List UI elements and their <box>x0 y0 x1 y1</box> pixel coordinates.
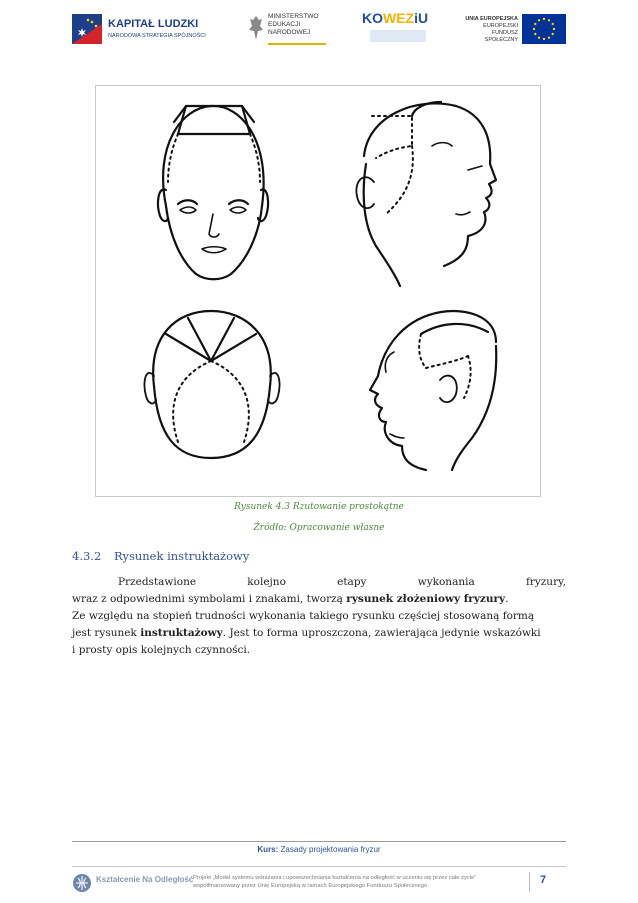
header-logos <box>72 10 566 50</box>
koweziu-logo <box>362 10 432 50</box>
head-drawings <box>96 86 542 498</box>
paragraph-line-5: i prosty opis kolejnych czynności. <box>72 644 251 656</box>
profile-left-dotted-lines <box>419 334 470 398</box>
page-number-divider <box>529 872 530 892</box>
koweziu-subtitle-band <box>370 30 426 42</box>
kapital-ludzki-flag-icon <box>72 14 102 44</box>
page-number: 7 <box>540 874 547 886</box>
kno-globe-icon <box>72 873 92 893</box>
eu-flag-icon <box>522 14 566 44</box>
head-projections-figure <box>95 85 541 497</box>
front-view-dotted-lines <box>168 134 260 182</box>
section-title: Rysunek instruktażowy <box>114 549 250 563</box>
top-view-dotted-lines <box>173 361 249 442</box>
eagle-emblem-icon <box>248 14 264 42</box>
profile-right-dotted-lines <box>372 116 413 214</box>
footer-divider <box>72 841 566 842</box>
ministry-logo <box>248 10 332 50</box>
eu-logo <box>458 10 566 50</box>
section-number: 4.3.2 <box>72 549 102 563</box>
koweziu-wordmark: KOWEZiU <box>362 10 429 26</box>
profile-left-head <box>370 311 496 470</box>
kno-logo <box>72 872 194 894</box>
front-view-head <box>158 106 268 279</box>
footer-divider-secondary <box>72 866 566 867</box>
figure-caption: Rysunek 4.3 Rzutowanie prostokątne <box>234 502 404 512</box>
paragraph-line-4: jest rysunek instruktażowy. Jest to forma uproszczona, zawierająca jedynie wskazówki <box>72 627 541 639</box>
body-paragraph <box>72 574 566 659</box>
ministry-name: MINISTERSTWO EDUKACJI NARODOWEJ <box>268 13 319 36</box>
paragraph-line-1: Przedstawione kolejno etapy wykonania fryzury, <box>118 576 566 588</box>
kapital-ludzki-logo <box>72 10 212 50</box>
profile-right-head <box>356 102 496 286</box>
section-heading <box>72 549 249 563</box>
kapital-ludzki-subtitle: NARODOWA STRATEGIA SPÓJNOŚCI <box>108 33 206 39</box>
bold-term-instructional: instruktażowy <box>140 627 223 639</box>
kapital-ludzki-title: KAPITAŁ LUDZKI <box>108 18 199 30</box>
paragraph-line-3: Ze względu na stopień trudności wykonania takiego rysunku częściej stosowaną formą <box>72 610 535 622</box>
project-note: Projekt „Model systemu wdrażania i upowszechniania kształcenia na odległość w uczeniu się przez całe życie” współfinansowany przez Unię Europejską w ramach Europejskiego Funduszu Społecznego. <box>193 875 477 889</box>
figure-source: Źródło: Opracowanie własne <box>253 523 385 533</box>
top-view-head <box>144 311 279 458</box>
course-label: Kurs: Zasady projektowania fryzur <box>257 845 381 854</box>
ministry-accent-bar <box>268 43 326 45</box>
bold-term-assembly: rysunek złożeniowy fryzury <box>346 593 506 605</box>
kno-title: Kształcenie Na Odległość <box>96 875 194 884</box>
eu-text: UNIA EUROPEJSKA EUROPEJSKI FUNDUSZ SPOŁECZNY <box>465 16 518 43</box>
paragraph-line-2: wraz z odpowiednimi symbolami i znakami, tworzą rysunek złożeniowy fryzury. <box>72 593 509 605</box>
